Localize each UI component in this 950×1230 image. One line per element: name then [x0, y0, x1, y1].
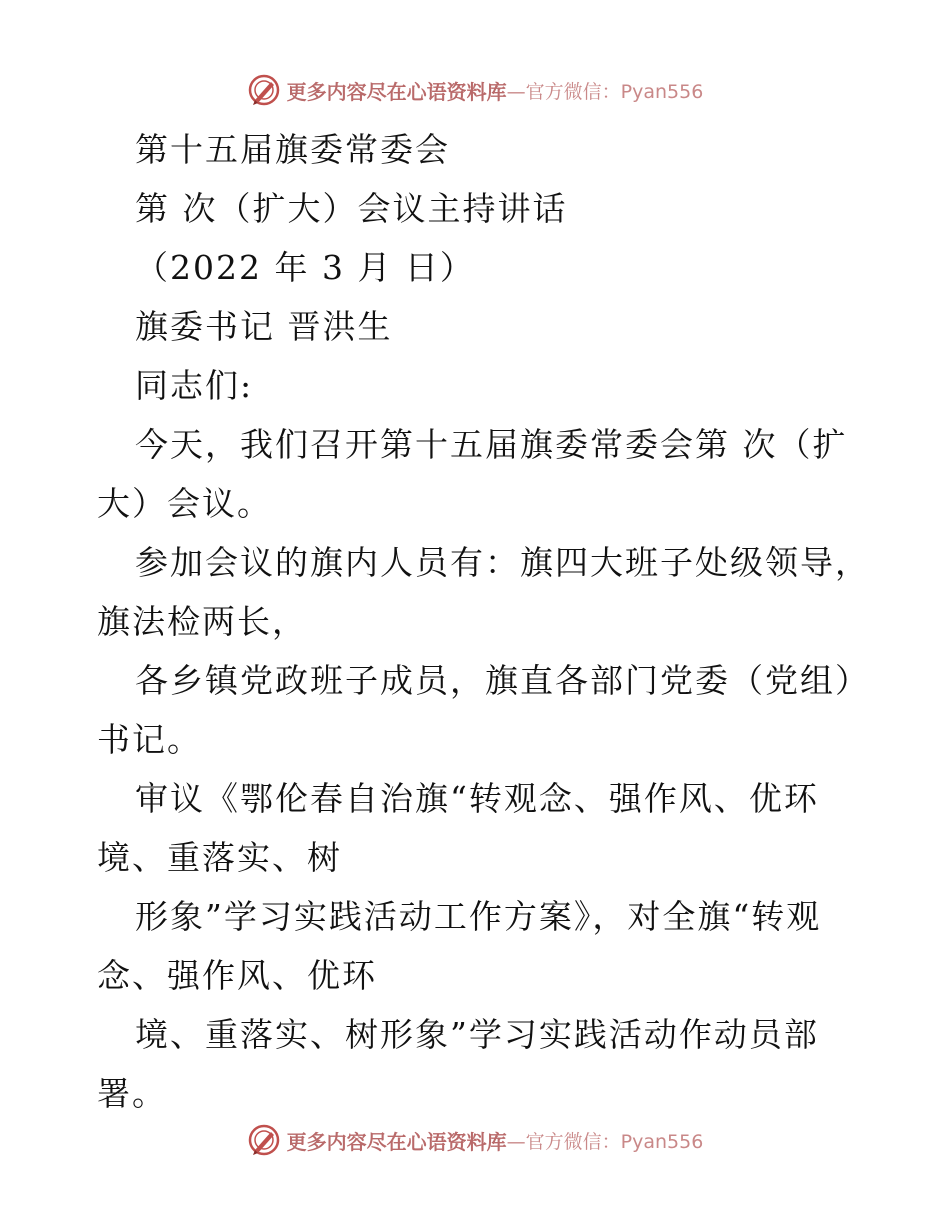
footer-banner-text: 更多内容尽在心语资料库 — [286, 1129, 507, 1154]
paragraph-line: 念、强作风、优环 — [97, 956, 377, 995]
paragraph-line: 署。 — [97, 1074, 167, 1113]
header-banner — [0, 70, 950, 110]
paragraph-line: 形象”学习实践活动工作方案》，对全旗“转观 — [135, 897, 822, 936]
paragraph-line: 书记。 — [97, 720, 202, 759]
paragraph-line: 各乡镇党政班子成员，旗直各部门党委（党组） — [135, 661, 870, 700]
document-body — [97, 120, 870, 1123]
paragraph-line: 境、重落实、树形象”学习实践活动作动员部 — [135, 1015, 819, 1054]
header-banner-text: 更多内容尽在心语资料库 — [286, 79, 507, 104]
footer-banner — [0, 1120, 950, 1160]
paragraph-line: 旗法检两长， — [97, 602, 307, 641]
doc-title-line-2: 第 次（扩大）会议主持讲话 — [135, 189, 568, 228]
doc-speaker: 旗委书记 晋洪生 — [135, 307, 393, 346]
paragraph-line: 境、重落实、树 — [97, 838, 342, 877]
doc-salutation: 同志们: — [135, 366, 254, 405]
doc-date: （2022 年 3 月 日） — [135, 248, 475, 287]
pen-logo-icon — [247, 1123, 281, 1157]
pen-logo-icon — [247, 73, 281, 107]
doc-title-line-1: 第十五届旗委常委会 — [135, 130, 450, 169]
footer-banner-wechat: —官方微信：Pyan556 — [506, 1130, 704, 1153]
paragraph-line: 审议《鄂伦春自治旗“转观念、强作风、优环 — [135, 779, 819, 818]
paragraph-line: 今天，我们召开第十五届旗委常委会第 次（扩 — [135, 425, 848, 464]
header-banner-wechat: —官方微信：Pyan556 — [506, 80, 704, 103]
paragraph-line: 参加会议的旗内人员有：旗四大班子处级领导， — [135, 543, 870, 582]
paragraph-line: 大）会议。 — [97, 484, 272, 523]
